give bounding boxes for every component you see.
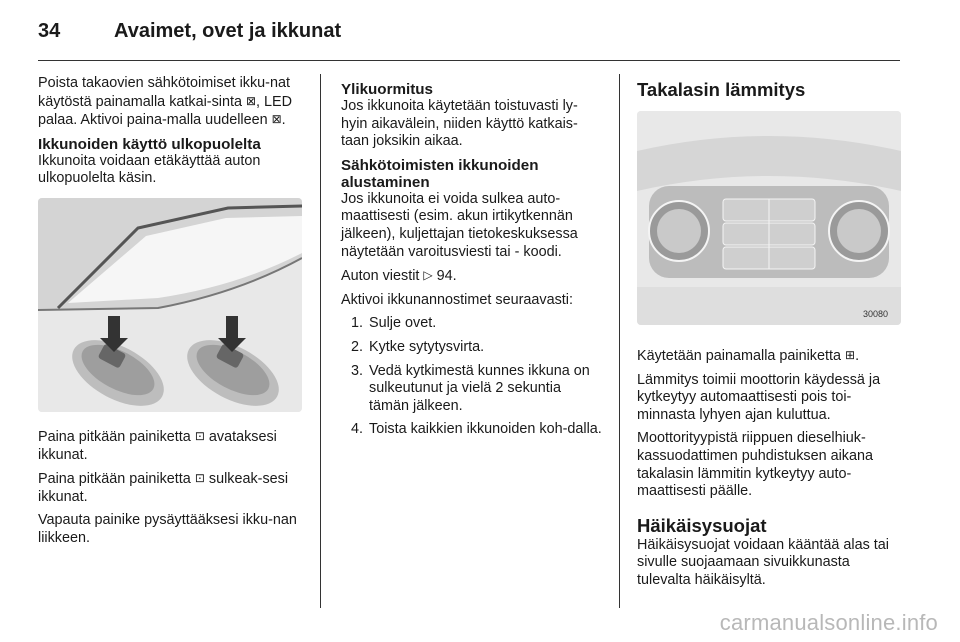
activate-paragraph: Aktivoi ikkunannostimet seuraavasti: — [341, 291, 573, 308]
image-code: 30080 — [863, 309, 889, 319]
rear-heater-usage: Käytetään painamalla painiketta ⊞. — [637, 348, 860, 364]
unlock-paragraph: Paina pitkään painiketta ⊡ avataksesi ikkunat. — [38, 428, 277, 463]
messages-reference: Auton viestit ▷ 94. — [341, 268, 457, 285]
climate-panel-illustration — [637, 111, 901, 325]
overload-heading: Ylikuormitus — [341, 81, 433, 98]
rear-heater-heading: Takalasin lämmitys — [637, 79, 806, 100]
list-item: 4. Toista kaikkien ikkunoiden koh-dalla. — [350, 421, 602, 438]
column-2 — [341, 75, 604, 445]
rear-window-heater-icon: ⊞ — [845, 348, 856, 362]
init-paragraph: Jos ikkunoita ei voida sulkea auto-maattisesti (esim. akun irtikytkennän jälkeen), kuljettajan tietokeskuksessa näytetään varoitusviesti tai - koodi. — [341, 190, 578, 260]
sun-visor-heading: Häikäisysuojat — [637, 514, 767, 536]
rear-heater-diesel: Moottorityypistä riippuen dieselhiuk-kassuodattimen puhdistuksen aikana takalasin lämmitin kytkeytyy auto-maattisesti päälle. — [637, 430, 873, 500]
sun-visor-paragraph: Häikäisysuojat voidaan kääntää alas tai sivulle suojaamaan sivuikkunasta tulevalta häikäisyltä. — [637, 536, 889, 588]
lock-icon: ⊡ — [194, 471, 205, 486]
init-heading: Sähkötoimisten ikkunoiden alustaminen — [341, 156, 539, 191]
arrow-icon: ▷ — [423, 268, 433, 283]
window-lock-icon: ⊠ — [271, 112, 282, 127]
watermark: carmanualsonline.info — [719, 610, 938, 635]
section-lead: Ikkunoita voidaan etäkäyttää auton ulkopuolelta käsin. — [38, 152, 261, 187]
release-paragraph: Vapauta painike pysäyttääksesi ikku-nan liikkeen. — [38, 512, 297, 546]
page-header — [38, 14, 341, 48]
steps-list — [341, 315, 604, 439]
key-fob-illustration — [38, 198, 302, 412]
list-item: 2. Kytke sytytysvirta. — [350, 338, 485, 355]
column-3 — [637, 75, 905, 596]
rear-heater-operation: Lämmitys toimii moottorin käydessä ja kytkeytyy automaattisesti pois toi-minnasta lyhyen ajan kuluttua. — [637, 371, 881, 423]
column-divider-1 — [320, 74, 321, 608]
lock-paragraph: Paina pitkään painiketta ⊡ sulkeak-sesi ikkunat. — [38, 471, 289, 505]
chapter-title: Avaimet, ovet ja ikkunat — [114, 19, 342, 42]
column-divider-2 — [619, 74, 620, 608]
intro-paragraph: Poista takaovien sähkötoimiset ikku-nat käytöstä painamalla katkai-sinta ⊠, LED palaa. Aktivoi paina-malla uudelleen ⊠. — [38, 75, 293, 129]
window-lock-icon: ⊠ — [245, 93, 257, 108]
list-item: 1. Sulje ovet. — [350, 315, 437, 332]
column-1 — [38, 75, 306, 554]
page-number: 34 — [38, 19, 61, 42]
unlock-icon: ⊡ — [194, 428, 205, 443]
overload-paragraph: Jos ikkunoita käytetään toistuvasti ly-hyin aikavälein, niiden käyttö katkais-taan joksikin aikaa. — [341, 98, 578, 150]
list-item: 3. Vedä kytkimestä kunnes ikkuna on sulkeutunut ja vielä 2 sekuntia tämän jälkeen. — [350, 362, 590, 414]
header-rule — [38, 60, 900, 61]
section-heading: Ikkunoiden käyttö ulkopuolelta — [38, 135, 261, 153]
